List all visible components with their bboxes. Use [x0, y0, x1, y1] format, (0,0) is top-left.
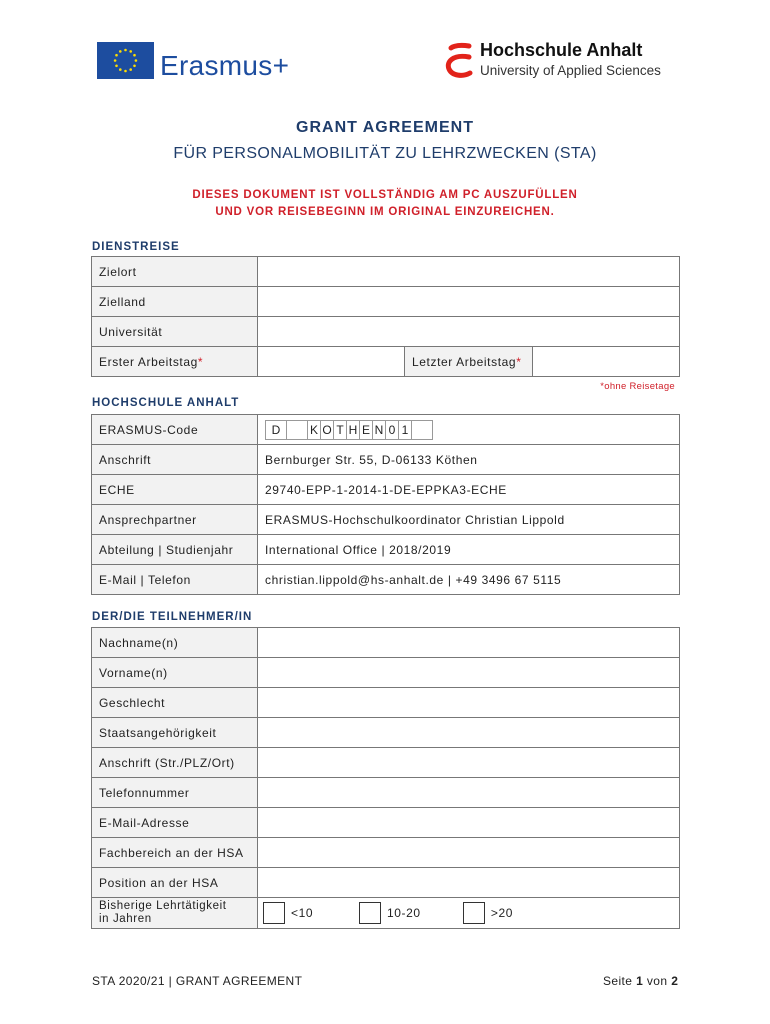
input-nachname[interactable]	[258, 628, 680, 658]
ansprechpartner-value: ERASMUS-Hochschulkoordinator Christian Lippold	[258, 505, 680, 535]
checkbox-label-under-10: <10	[291, 906, 314, 920]
erasmus-code-boxes	[265, 420, 433, 440]
input-letzter-arbeitstag[interactable]	[533, 347, 680, 377]
label-vorname: Vorname(n)	[92, 658, 258, 688]
checkbox-10-20[interactable]	[359, 902, 381, 924]
label-geschlecht: Geschlecht	[92, 688, 258, 718]
input-zielland[interactable]	[258, 287, 680, 317]
label-telefonnummer: Telefonnummer	[92, 778, 258, 808]
label-zielort: Zielort	[92, 257, 258, 287]
input-fachbereich[interactable]	[258, 838, 680, 868]
code-char: T	[334, 421, 347, 439]
input-geschlecht[interactable]	[258, 688, 680, 718]
checkbox-label-over-20: >20	[490, 906, 514, 920]
input-vorname[interactable]	[258, 658, 680, 688]
hochschule-anhalt-logo-icon	[443, 42, 473, 80]
dienstreise-table	[91, 256, 680, 377]
erasmus-logo-text: Erasmus+	[160, 50, 290, 81]
code-char	[412, 421, 432, 439]
teilnehmer-table	[91, 627, 680, 929]
code-char: O	[321, 421, 334, 439]
label-lehrtaetigkeit: Bisherige Lehrtätigkeit in Jahren	[92, 898, 258, 929]
anschrift-hsa-value: Bernburger Str. 55, D-06133 Köthen	[258, 445, 680, 475]
checkbox-under-10[interactable]	[263, 902, 285, 924]
eche-value: 29740-EPP-1-2014-1-DE-EPPKA3-ECHE	[258, 475, 680, 505]
checkbox-label-10-20: 10-20	[386, 906, 421, 920]
section-heading-teilnehmer: DER/DIE TEILNEHMER/IN	[92, 611, 253, 623]
input-position[interactable]	[258, 868, 680, 898]
email-telefon-value: christian.lippold@hs-anhalt.de | +49 3496 67 5115	[258, 565, 680, 595]
abteilung-value: International Office | 2018/2019	[258, 535, 680, 565]
section-heading-hochschule: HOCHSCHULE ANHALT	[92, 397, 240, 409]
label-abteilung: Abteilung | Studienjahr	[92, 535, 258, 565]
erasmus-code-value	[258, 415, 680, 445]
code-char: D	[266, 421, 287, 439]
hochschule-name: Hochschule Anhalt	[480, 40, 643, 60]
label-letzter-arbeitstag: Letzter Arbeitstag*	[405, 347, 533, 377]
section-heading-dienstreise: DIENSTREISE	[92, 241, 180, 253]
code-char: K	[308, 421, 321, 439]
input-staatsangehoerigkeit[interactable]	[258, 718, 680, 748]
code-char: 1	[399, 421, 412, 439]
checkbox-over-20[interactable]	[463, 902, 485, 924]
label-ansprechpartner: Ansprechpartner	[92, 505, 258, 535]
label-email-telefon: E-Mail | Telefon	[92, 565, 258, 595]
label-nachname: Nachname(n)	[92, 628, 258, 658]
label-staatsangehoerigkeit: Staatsangehörigkeit	[92, 718, 258, 748]
input-telefonnummer[interactable]	[258, 778, 680, 808]
label-zielland: Zielland	[92, 287, 258, 317]
input-erster-arbeitstag[interactable]	[258, 347, 405, 377]
document-subtitle: FÜR PERSONALMOBILITÄT ZU LEHRZWECKEN (STA)	[173, 145, 597, 162]
label-universitaet: Universität	[92, 317, 258, 347]
code-char: N	[373, 421, 386, 439]
input-email-adresse[interactable]	[258, 808, 680, 838]
label-fachbereich: Fachbereich an der HSA	[92, 838, 258, 868]
required-mark: *	[197, 354, 204, 369]
footer-title: STA 2020/21 | GRANT AGREEMENT	[92, 974, 303, 988]
input-zielort[interactable]	[258, 257, 680, 287]
code-char: H	[347, 421, 360, 439]
eu-flag-logo	[97, 42, 154, 79]
label-eche: ECHE	[92, 475, 258, 505]
label-email-adresse: E-Mail-Adresse	[92, 808, 258, 838]
label-erasmus-code: ERASMUS-Code	[92, 415, 258, 445]
hochschule-subtitle: University of Applied Sciences	[480, 63, 661, 78]
code-char	[287, 421, 308, 439]
warning-line-2: UND VOR REISEBEGINN IM ORIGINAL EINZUREICHEN.	[215, 206, 555, 218]
label-anschrift: Anschrift (Str./PLZ/Ort)	[92, 748, 258, 778]
label-erster-arbeitstag: Erster Arbeitstag*	[92, 347, 258, 377]
lehrtaetigkeit-options	[258, 898, 680, 929]
warning-line-1: DIESES DOKUMENT IST VOLLSTÄNDIG AM PC AUSZUFÜLLEN	[192, 189, 578, 201]
label-position: Position an der HSA	[92, 868, 258, 898]
code-char: E	[360, 421, 373, 439]
input-universitaet[interactable]	[258, 317, 680, 347]
page-number: Seite 1 von 2	[603, 974, 679, 988]
note-ohne-reisetage: *ohne Reisetage	[600, 381, 675, 392]
code-char: 0	[386, 421, 399, 439]
label-anschrift-hsa: Anschrift	[92, 445, 258, 475]
document-title: GRANT AGREEMENT	[296, 119, 474, 136]
hochschule-table	[91, 414, 680, 595]
required-mark: *	[516, 354, 522, 369]
input-anschrift[interactable]	[258, 748, 680, 778]
